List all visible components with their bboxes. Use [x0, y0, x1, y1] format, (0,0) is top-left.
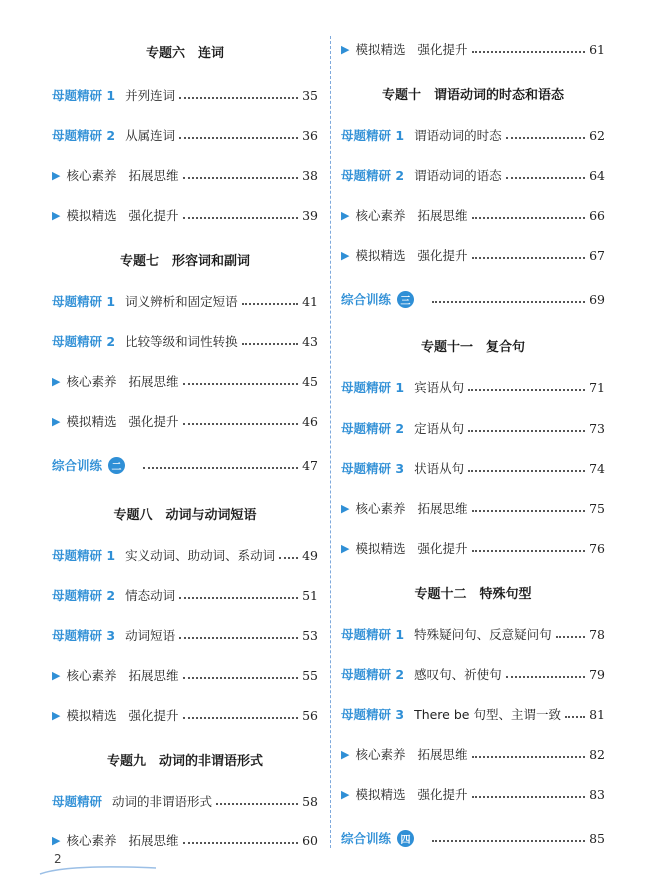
toc-entry[interactable]: [52, 626, 318, 644]
entry-tag: 母题精研 1: [52, 294, 116, 309]
dot-leader: [472, 509, 586, 512]
entry-label: 状语从句: [414, 461, 465, 476]
dot-leader: [565, 715, 585, 718]
entry-page: 39: [302, 207, 318, 223]
page-number: 2: [54, 852, 62, 866]
entry-label: 模拟精选 强化提升: [355, 541, 468, 556]
column-divider: [330, 36, 331, 848]
entry-tag: 母题精研 2: [341, 168, 405, 183]
entry-page: 56: [302, 707, 318, 723]
toc-entry[interactable]: [52, 126, 318, 144]
dot-leader: [472, 216, 586, 219]
toc-entry[interactable]: [341, 459, 605, 477]
entry-label: 动词的非谓语形式: [112, 794, 213, 809]
dot-leader: [179, 136, 298, 139]
toc-entry[interactable]: [341, 665, 605, 683]
section-heading-12: 专题十二 特殊句型: [414, 587, 532, 602]
dot-leader: [468, 429, 585, 432]
footer-curve-decoration: [38, 862, 158, 876]
entry-label: 模拟精选 强化提升: [355, 42, 468, 57]
dot-leader: [472, 755, 586, 758]
toc-entry[interactable]: [52, 86, 318, 104]
entry-page: 74: [589, 460, 605, 476]
entry-label: 从属连词: [125, 128, 176, 143]
number-circle-icon: 四: [397, 830, 414, 847]
dot-leader: [468, 388, 585, 391]
dot-leader: [216, 802, 298, 805]
entry-tag: 综合训练: [52, 458, 103, 473]
entry-tag: 母题精研: [52, 794, 103, 809]
dot-leader: [468, 469, 585, 472]
dot-leader: [472, 256, 586, 259]
entry-page: 46: [302, 413, 318, 429]
toc-entry[interactable]: [52, 166, 318, 184]
play-triangle-icon: ▶: [341, 248, 350, 262]
entry-page: 78: [589, 626, 605, 642]
dot-leader: [183, 422, 299, 425]
dot-leader: [179, 596, 298, 599]
dot-leader: [143, 466, 298, 469]
entry-label: 核心素养 拓展思维: [355, 501, 468, 516]
dot-leader: [506, 176, 586, 179]
dot-leader: [472, 50, 586, 53]
toc-entry[interactable]: [52, 292, 318, 310]
dot-leader: [179, 96, 298, 99]
dot-leader: [242, 302, 299, 305]
entry-page: 85: [589, 830, 605, 846]
entry-page: 71: [589, 379, 605, 395]
entry-label: 核心素养 拓展思维: [66, 168, 179, 183]
dot-leader: [183, 176, 299, 179]
entry-page: 58: [302, 793, 318, 809]
play-triangle-icon: ▶: [341, 787, 350, 801]
toc-entry[interactable]: [341, 625, 605, 643]
dot-leader: [279, 556, 298, 559]
section-heading-9: 专题九 动词的非谓语形式: [106, 754, 263, 769]
play-triangle-icon: ▶: [52, 833, 61, 847]
entry-tag: 母题精研 1: [341, 128, 405, 143]
entry-page: 76: [589, 540, 605, 556]
entry-label: 宾语从句: [414, 380, 465, 395]
number-circle-icon: 三: [397, 291, 414, 308]
entry-page: 83: [589, 786, 605, 802]
entry-page: 55: [302, 667, 318, 683]
play-triangle-icon: ▶: [52, 374, 61, 388]
entry-label: 模拟精选 强化提升: [355, 248, 468, 263]
entry-label: 特殊疑问句、反意疑问句: [414, 627, 552, 642]
toc-entry[interactable]: [52, 412, 318, 430]
entry-tag: 母题精研 1: [52, 548, 116, 563]
entry-tag: 母题精研 1: [341, 627, 405, 642]
section-heading-11: 专题十一 复合句: [420, 340, 525, 355]
dot-leader: [183, 716, 299, 719]
entry-label: 比较等级和词性转换: [125, 334, 238, 349]
dot-leader: [506, 675, 586, 678]
entry-tag: 母题精研 3: [341, 461, 405, 476]
entry-label: 模拟精选 强化提升: [66, 414, 179, 429]
dot-leader: [242, 342, 299, 345]
play-triangle-icon: ▶: [341, 541, 350, 555]
toc-entry[interactable]: [341, 40, 605, 58]
toc-entry[interactable]: [341, 419, 605, 437]
entry-page: 35: [302, 87, 318, 103]
toc-entry[interactable]: [341, 829, 605, 847]
entry-label: 谓语动词的时态: [414, 128, 502, 143]
toc-entry[interactable]: [341, 745, 605, 763]
entry-label: 核心素养 拓展思维: [66, 833, 179, 848]
section-heading-10: 专题十 谓语动词的时态和语态: [381, 88, 564, 103]
toc-entry[interactable]: [52, 792, 318, 810]
toc-entry[interactable]: [341, 705, 605, 723]
toc-entry[interactable]: [341, 378, 605, 396]
toc-entry[interactable]: [341, 539, 605, 557]
entry-page: 62: [589, 127, 605, 143]
entry-page: 64: [589, 167, 605, 183]
entry-page: 47: [302, 457, 318, 473]
toc-entry[interactable]: [341, 206, 605, 224]
toc-entry[interactable]: [52, 666, 318, 684]
dot-leader: [183, 841, 299, 844]
entry-page: 49: [302, 547, 318, 563]
dot-leader: [183, 676, 299, 679]
entry-tag: 母题精研 2: [52, 334, 116, 349]
entry-page: 61: [589, 41, 605, 57]
entry-label: 核心素养 拓展思维: [66, 374, 179, 389]
play-triangle-icon: ▶: [52, 708, 61, 722]
dot-leader: [183, 382, 299, 385]
play-triangle-icon: ▶: [52, 208, 61, 222]
entry-label: There be 句型、主谓一致: [414, 707, 561, 722]
entry-tag: 综合训练: [341, 831, 392, 846]
entry-label: 动词短语: [125, 628, 176, 643]
entry-label: 核心素养 拓展思维: [66, 668, 179, 683]
section-heading-8: 专题八 动词与动词短语: [113, 508, 257, 523]
entry-page: 53: [302, 627, 318, 643]
entry-label: 模拟精选 强化提升: [66, 708, 179, 723]
entry-page: 36: [302, 127, 318, 143]
entry-label: 模拟精选 强化提升: [355, 787, 468, 802]
entry-tag: 母题精研 2: [341, 667, 405, 682]
entry-page: 41: [302, 293, 318, 309]
toc-entry[interactable]: [52, 372, 318, 390]
toc-entry[interactable]: [52, 456, 318, 474]
toc-entry[interactable]: [341, 246, 605, 264]
section-heading-7: 专题七 形容词和副词: [119, 254, 250, 269]
entry-tag: 综合训练: [341, 292, 392, 307]
entry-tag: 母题精研 3: [341, 707, 405, 722]
play-triangle-icon: ▶: [341, 208, 350, 222]
toc-entry[interactable]: [52, 546, 318, 564]
entry-label: 词义辨析和固定短语: [125, 294, 238, 309]
toc-entry[interactable]: [52, 586, 318, 604]
dot-leader: [432, 300, 585, 303]
entry-tag: 母题精研 2: [52, 128, 116, 143]
play-triangle-icon: ▶: [341, 501, 350, 515]
dot-leader: [472, 795, 586, 798]
toc-entry[interactable]: [52, 206, 318, 224]
dot-leader: [556, 635, 586, 638]
toc-entry[interactable]: [52, 706, 318, 724]
toc-entry[interactable]: [341, 290, 605, 308]
number-circle-icon: 二: [108, 457, 125, 474]
entry-page: 82: [589, 746, 605, 762]
play-triangle-icon: ▶: [341, 42, 350, 56]
entry-page: 75: [589, 500, 605, 516]
play-triangle-icon: ▶: [341, 747, 350, 761]
dot-leader: [183, 216, 299, 219]
entry-page: 73: [589, 420, 605, 436]
entry-page: 38: [302, 167, 318, 183]
entry-page: 45: [302, 373, 318, 389]
toc-entry[interactable]: [341, 166, 605, 184]
toc-entry[interactable]: [341, 785, 605, 803]
entry-label: 核心素养 拓展思维: [355, 747, 468, 762]
entry-tag: 母题精研 3: [52, 628, 116, 643]
toc-entry[interactable]: [52, 831, 318, 849]
entry-label: 核心素养 拓展思维: [355, 208, 468, 223]
entry-label: 感叹句、祈使句: [414, 667, 502, 682]
entry-label: 谓语动词的语态: [414, 168, 502, 183]
dot-leader: [472, 549, 586, 552]
section-heading-6: 专题六 连词: [145, 46, 224, 61]
entry-page: 79: [589, 666, 605, 682]
toc-entry[interactable]: [341, 126, 605, 144]
entry-tag: 母题精研 2: [52, 588, 116, 603]
entry-page: 60: [302, 832, 318, 848]
play-triangle-icon: ▶: [52, 414, 61, 428]
toc-entry[interactable]: [341, 499, 605, 517]
entry-tag: 母题精研 1: [341, 380, 405, 395]
entry-label: 定语从句: [414, 421, 465, 436]
entry-label: 实义动词、助动词、系动词: [125, 548, 276, 563]
entry-page: 81: [589, 706, 605, 722]
entry-label: 并列连词: [125, 88, 176, 103]
entry-page: 51: [302, 587, 318, 603]
dot-leader: [179, 636, 298, 639]
entry-tag: 母题精研 2: [341, 421, 405, 436]
toc-entry[interactable]: [52, 332, 318, 350]
entry-label: 情态动词: [125, 588, 176, 603]
play-triangle-icon: ▶: [52, 668, 61, 682]
dot-leader: [432, 839, 585, 842]
entry-label: 模拟精选 强化提升: [66, 208, 179, 223]
entry-page: 43: [302, 333, 318, 349]
play-triangle-icon: ▶: [52, 168, 61, 182]
dot-leader: [506, 136, 586, 139]
entry-page: 69: [589, 291, 605, 307]
entry-page: 67: [589, 247, 605, 263]
entry-page: 66: [589, 207, 605, 223]
entry-tag: 母题精研 1: [52, 88, 116, 103]
